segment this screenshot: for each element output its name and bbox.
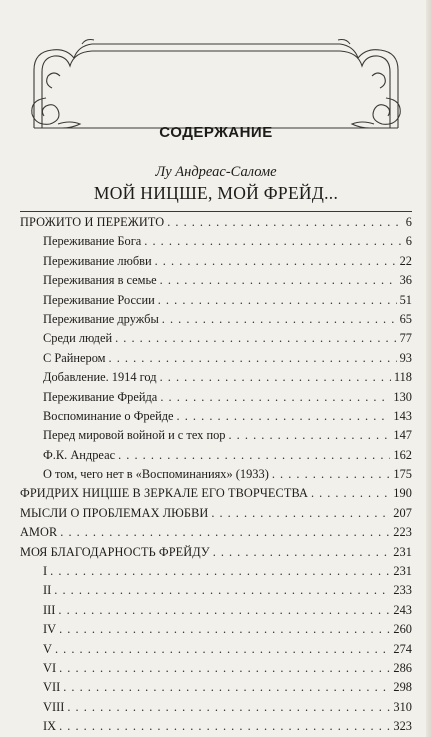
- toc-entry-page-number: 260: [393, 622, 412, 637]
- toc-entry: [20, 562, 412, 581]
- toc-entry-page-number: 22: [399, 253, 412, 268]
- toc-entry: [20, 291, 412, 310]
- toc-entry-page-number: 175: [393, 467, 412, 482]
- toc-entry-title: Переживание Фрейда: [43, 389, 158, 404]
- toc-entry-title: Переживание дружбы: [43, 311, 159, 326]
- toc-entry-title: С Райнером: [43, 350, 106, 365]
- toc-entry-page-number: 190: [393, 486, 412, 501]
- toc-entry-page-number: 162: [393, 447, 412, 462]
- toc-entry: [20, 329, 412, 348]
- toc-entry: [20, 543, 412, 562]
- toc-entry: [20, 504, 412, 523]
- toc-entry-title: О том, чего нет в «Воспоминаниях» (1933): [43, 467, 269, 482]
- toc-entry-title: III: [43, 602, 56, 617]
- toc-entry: [20, 426, 412, 445]
- toc-entry-title: ФРИДРИХ НИЦШЕ В ЗЕРКАЛЕ ЕГО ТВОРЧЕСТВА: [20, 486, 308, 501]
- toc-leader-dots: [155, 252, 397, 271]
- toc-leader-dots: [118, 446, 390, 465]
- toc-entry-title: Добавление. 1914 год: [43, 370, 157, 385]
- toc-entry-page-number: 207: [393, 505, 412, 520]
- toc-entry-title: Переживание любви: [43, 253, 152, 268]
- toc-entry-page-number: 298: [393, 680, 412, 695]
- toc-leader-dots: [144, 232, 403, 251]
- toc-entry-title: ПРОЖИТО И ПЕРЕЖИТО: [20, 215, 165, 229]
- toc-entry-title: Воспоминание о Фрейде: [43, 408, 174, 423]
- toc-leader-dots: [59, 620, 390, 639]
- toc-entry-title: Среди людей: [43, 331, 113, 346]
- toc-entry-title: II: [43, 583, 52, 598]
- decorative-frame-ornament: [22, 36, 410, 136]
- toc-entry-page-number: 231: [393, 544, 412, 559]
- toc-leader-dots: [211, 504, 390, 523]
- toc-entry-page-number: 118: [393, 370, 412, 385]
- toc-leader-dots: [162, 310, 397, 329]
- book-title: МОЙ НИЦШЕ, МОЙ ФРЕЙД...: [93, 183, 339, 203]
- toc-entry: [20, 310, 412, 329]
- toc-entry: [20, 717, 412, 736]
- toc-entry: [20, 620, 412, 639]
- toc-entry-page-number: 231: [393, 564, 412, 579]
- toc-entry-page-number: 65: [399, 311, 412, 326]
- toc-entry: [20, 659, 412, 678]
- toc-entry-page-number: 6: [405, 234, 412, 249]
- toc-leader-dots: [59, 659, 390, 678]
- toc-entry: [20, 581, 412, 600]
- toc-entry-title: I: [43, 564, 48, 579]
- toc-entry: [20, 349, 412, 368]
- toc-leader-dots: [213, 543, 391, 562]
- toc-entry-page-number: 93: [399, 350, 412, 365]
- toc-entry: [20, 698, 412, 717]
- toc-leader-dots: [115, 329, 397, 348]
- toc-entry-page-number: 274: [393, 641, 412, 656]
- toc-entry: [20, 523, 412, 542]
- toc-entry-page-number: 286: [393, 660, 412, 675]
- toc-entry: [20, 601, 412, 620]
- toc-entry-title: VI: [43, 660, 57, 675]
- toc-entry-title: Ф.К. Андреас: [43, 447, 116, 462]
- toc-leader-dots: [67, 698, 390, 717]
- toc-entry-title: AMOR: [20, 525, 58, 540]
- toc-entry: [20, 232, 412, 251]
- toc-entry: [20, 678, 412, 697]
- toc-entry: [20, 368, 412, 387]
- author-name: Лу Андреас-Саломе: [155, 164, 277, 180]
- toc-entry-page-number: 223: [393, 525, 412, 540]
- toc-leader-dots: [272, 465, 391, 484]
- toc-leader-dots: [109, 349, 397, 368]
- toc-entry-page-number: 147: [393, 428, 412, 443]
- toc-entry-page-number: 143: [393, 408, 412, 423]
- toc-entry-page-number: 310: [393, 699, 412, 714]
- toc-leader-dots: [55, 640, 390, 659]
- toc-leader-dots: [177, 407, 391, 426]
- toc-entry: [20, 484, 412, 503]
- divider-rule: [20, 211, 412, 212]
- toc-leader-dots: [167, 213, 402, 232]
- toc-entry-title: МОЯ БЛАГОДАРНОСТЬ ФРЕЙДУ: [20, 544, 210, 559]
- toc-entry-page-number: 77: [399, 331, 412, 346]
- toc-entry: [20, 446, 412, 465]
- toc-leader-dots: [158, 291, 397, 310]
- toc-entry-title: IV: [43, 622, 57, 637]
- toc-entry: [20, 252, 412, 271]
- toc-entry-page-number: 323: [393, 719, 412, 734]
- table-of-contents: [20, 213, 412, 737]
- toc-entry-title: V: [43, 641, 52, 656]
- toc-leader-dots: [63, 678, 390, 697]
- toc-entry: [20, 213, 412, 232]
- toc-entry: [20, 407, 412, 426]
- toc-entry-page-number: 6: [405, 215, 412, 229]
- toc-leader-dots: [160, 368, 391, 387]
- toc-entry-title: Переживание Бога: [43, 234, 142, 249]
- toc-leader-dots: [160, 388, 390, 407]
- toc-entry-title: Перед мировой войной и с тех пор: [43, 428, 226, 443]
- toc-entry: [20, 388, 412, 407]
- toc-entry: [20, 271, 412, 290]
- toc-leader-dots: [59, 717, 390, 736]
- toc-entry-title: Переживания в семье: [43, 273, 157, 288]
- toc-entry-page-number: 243: [393, 602, 412, 617]
- toc-entry-title: МЫСЛИ О ПРОБЛЕМАХ ЛЮБВИ: [20, 505, 209, 520]
- toc-leader-dots: [311, 484, 390, 503]
- page-edge: [426, 0, 432, 737]
- toc-entry: [20, 640, 412, 659]
- toc-leader-dots: [54, 581, 390, 600]
- toc-leader-dots: [58, 601, 390, 620]
- toc-entry-title: VIII: [43, 699, 65, 714]
- toc-entry-title: VII: [43, 680, 61, 695]
- toc-leader-dots: [50, 562, 390, 581]
- toc-entry-page-number: 130: [393, 389, 412, 404]
- toc-heading: СОДЕРЖАНИЕ: [159, 124, 273, 141]
- toc-entry-page-number: 51: [399, 292, 412, 307]
- toc-entry: [20, 465, 412, 484]
- toc-leader-dots: [228, 426, 390, 445]
- toc-entry-page-number: 233: [393, 583, 412, 598]
- toc-leader-dots: [60, 523, 390, 542]
- toc-entry-title: IX: [43, 719, 57, 734]
- toc-leader-dots: [160, 271, 397, 290]
- toc-entry-title: Переживание России: [43, 292, 155, 307]
- toc-entry-page-number: 36: [399, 273, 412, 288]
